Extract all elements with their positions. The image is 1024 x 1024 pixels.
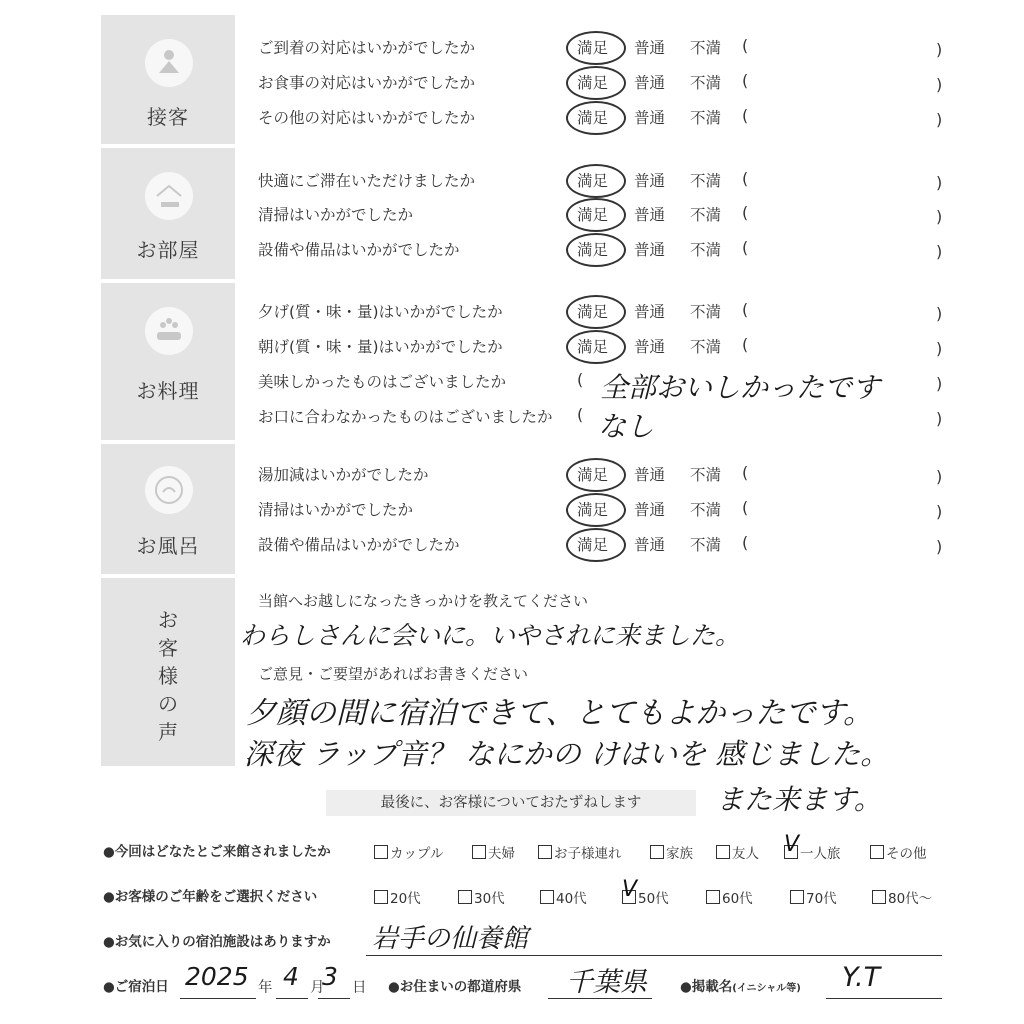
- rating-option-normal[interactable]: 普通: [634, 241, 666, 259]
- option-age_opts[interactable]: [540, 887, 587, 907]
- rating-option-good[interactable]: 満足: [577, 109, 609, 127]
- question-text: お口に合わなかったものはございましたか: [258, 408, 553, 426]
- paren-open: (: [742, 36, 749, 55]
- checkbox[interactable]: [540, 890, 554, 904]
- paren-open: (: [742, 300, 749, 319]
- option-companion_opts[interactable]: [870, 842, 927, 862]
- checkbox[interactable]: [374, 890, 388, 904]
- name-label-text: ●掲載名: [680, 979, 733, 995]
- name-underline: [826, 998, 942, 999]
- question-text: 清掃はいかがでしたか: [258, 206, 414, 224]
- option-age_opts[interactable]: [374, 887, 421, 907]
- checkbox[interactable]: [458, 890, 472, 904]
- option-companion_opts[interactable]: [650, 842, 693, 862]
- cuisine-tasty-answer: 全部おいしかったです: [600, 371, 881, 404]
- option-label: 20代: [390, 891, 421, 907]
- paren-open: (: [742, 498, 749, 517]
- option-label: 友人: [732, 846, 759, 862]
- rating-option-bad[interactable]: 不満: [690, 501, 722, 519]
- rating-option-good[interactable]: 満足: [577, 303, 609, 321]
- paren-close: ): [936, 242, 943, 261]
- category-block-voice: [101, 578, 235, 766]
- rating-option-bad[interactable]: 不満: [690, 172, 722, 190]
- option-label: お子様連れ: [554, 846, 622, 862]
- favorite-answer: 岩手の仙養館: [372, 924, 529, 954]
- stay-year-underline: [180, 998, 256, 999]
- category-label-room: お部屋: [136, 238, 200, 262]
- favorite-underline: [366, 955, 942, 956]
- voice-char: お: [158, 608, 178, 632]
- rating-option-good[interactable]: 満足: [577, 206, 609, 224]
- option-companion_opts[interactable]: [538, 842, 622, 862]
- option-age_opts[interactable]: [790, 887, 837, 907]
- paren-open: (: [577, 370, 584, 389]
- question-text: 朝げ(質・味・量)はいかがでしたか: [258, 338, 503, 356]
- check-mark: V: [784, 832, 800, 857]
- option-age_opts[interactable]: [872, 887, 932, 907]
- checkbox[interactable]: [872, 890, 886, 904]
- paren-open: (: [577, 405, 584, 424]
- prefecture-label: ●お住まいの都道府県: [388, 979, 522, 995]
- rating-option-normal[interactable]: 普通: [634, 303, 666, 321]
- month-unit: 月: [310, 980, 325, 996]
- stay-month: 4: [283, 962, 299, 991]
- rating-option-normal[interactable]: 普通: [634, 172, 666, 190]
- paren-open: (: [742, 335, 749, 354]
- question-text: 設備や備品はいかがでしたか: [258, 241, 460, 259]
- question-text: 設備や備品はいかがでしたか: [258, 536, 460, 554]
- rating-option-normal[interactable]: 普通: [634, 338, 666, 356]
- option-label: 80代〜: [888, 891, 933, 907]
- stay-month-underline: [276, 998, 308, 999]
- voice-label: [101, 606, 235, 746]
- opinion-line-1: 夕顔の間に宿泊できて、とてもよかったです。: [246, 696, 873, 731]
- option-label: 30代: [474, 891, 505, 907]
- question-text: 清掃はいかがでしたか: [258, 501, 414, 519]
- rating-option-bad[interactable]: 不満: [690, 206, 722, 224]
- year-unit: 年: [258, 980, 273, 996]
- paren-close: ): [936, 374, 943, 393]
- category-block-room: [101, 148, 235, 279]
- category-label-cuisine: お料理: [136, 379, 200, 403]
- checkbox[interactable]: [472, 845, 486, 859]
- stay-day-underline: [318, 998, 350, 999]
- age-question: ●お客様のご年齢をご選択ください: [103, 889, 318, 905]
- rating-option-normal[interactable]: 普通: [634, 466, 666, 484]
- option-companion_opts[interactable]: [784, 832, 841, 862]
- checkbox[interactable]: [374, 845, 388, 859]
- rating-option-normal[interactable]: 普通: [634, 74, 666, 92]
- checkbox[interactable]: [790, 890, 804, 904]
- option-label: 50代: [638, 891, 669, 907]
- option-companion_opts[interactable]: [472, 842, 515, 862]
- rating-option-bad[interactable]: 不満: [690, 466, 722, 484]
- paren-close: ): [936, 75, 943, 94]
- voice-char: 声: [158, 720, 178, 744]
- rating-option-normal[interactable]: 普通: [634, 206, 666, 224]
- paren-open: (: [742, 463, 749, 482]
- question-text: 夕げ(質・味・量)はいかがでしたか: [258, 303, 503, 321]
- checkbox[interactable]: [650, 845, 664, 859]
- paren-close: ): [936, 304, 943, 323]
- question-text: お食事の対応はいかがでしたか: [258, 74, 476, 92]
- option-label: 60代: [722, 891, 753, 907]
- paren-close: ): [936, 537, 943, 556]
- question-text: 快適にご滞在いただけましたか: [258, 172, 476, 190]
- opinion-line-3: また来ます。: [716, 783, 882, 816]
- name-answer: Y.T: [842, 962, 881, 993]
- companion-question: ●今回はどなたとご来館されましたか: [103, 844, 331, 860]
- check-mark: V: [622, 877, 638, 902]
- rating-option-good[interactable]: 満足: [577, 74, 609, 92]
- favorite-question: ●お気に入りの宿泊施設はありますか: [103, 934, 331, 950]
- rating-option-normal[interactable]: 普通: [634, 39, 666, 57]
- option-label: 40代: [556, 891, 587, 907]
- rating-option-bad[interactable]: 不満: [690, 39, 722, 57]
- voice-char: の: [158, 692, 178, 716]
- option-label: 一人旅: [800, 846, 841, 862]
- rating-option-bad[interactable]: 不満: [690, 536, 722, 554]
- category-label-reception: 接客: [147, 105, 189, 129]
- paren-close: ): [936, 207, 943, 226]
- house-icon: [145, 172, 193, 220]
- question-text: 湯加減はいかがでしたか: [258, 466, 429, 484]
- option-label: 70代: [806, 891, 837, 907]
- checkbox[interactable]: [716, 845, 730, 859]
- cuisine-not-tasty-answer: なし: [598, 410, 655, 443]
- hot-spring-icon: [145, 466, 193, 514]
- category-block-bath: [101, 444, 235, 574]
- opinion-prompt: ご意見・ご要望があればお書きください: [258, 665, 529, 683]
- dish-icon: [145, 307, 193, 355]
- opinion-line-2: 深夜 ラップ音？ なにかの けはいを 感じました。: [244, 737, 890, 771]
- about-banner: 最後に、お客様についておたずねします: [326, 790, 696, 816]
- option-label: 夫婦: [488, 846, 515, 862]
- option-age_opts[interactable]: [458, 887, 505, 907]
- rating-option-good[interactable]: 満足: [577, 338, 609, 356]
- checkbox[interactable]: [706, 890, 720, 904]
- rating-option-bad[interactable]: 不満: [690, 74, 722, 92]
- name-label: [680, 975, 801, 995]
- rating-option-good[interactable]: 満足: [577, 241, 609, 259]
- rating-option-normal[interactable]: 普通: [634, 501, 666, 519]
- option-label: カップル: [390, 846, 444, 862]
- option-companion_opts[interactable]: [716, 842, 759, 862]
- paren-open: (: [742, 203, 749, 222]
- name-hint: (イニシャル等): [732, 983, 801, 994]
- question-text: 美味しかったものはございましたか: [258, 373, 507, 391]
- option-companion_opts[interactable]: [374, 842, 443, 862]
- rating-option-good[interactable]: 満足: [577, 39, 609, 57]
- concierge-icon: [145, 39, 193, 87]
- option-age_opts[interactable]: [706, 887, 753, 907]
- paren-close: ): [936, 502, 943, 521]
- rating-option-bad[interactable]: 不満: [690, 109, 722, 127]
- category-label-bath: お風呂: [136, 534, 200, 558]
- paren-close: ): [936, 173, 943, 192]
- option-age_opts[interactable]: [622, 877, 669, 907]
- rating-option-bad[interactable]: 不満: [690, 241, 722, 259]
- rating-option-good[interactable]: 満足: [577, 501, 609, 519]
- voice-char: 様: [158, 664, 178, 688]
- question-text: その他の対応はいかがでしたか: [258, 109, 476, 127]
- paren-close: ): [936, 409, 943, 428]
- prefecture-answer: 千葉県: [566, 967, 647, 998]
- paren-open: (: [742, 238, 749, 257]
- rating-option-good[interactable]: 満足: [577, 536, 609, 554]
- rating-option-bad[interactable]: 不満: [690, 338, 722, 356]
- paren-close: ): [936, 110, 943, 129]
- paren-close: ): [936, 467, 943, 486]
- day-unit: 日: [352, 980, 367, 996]
- option-label: その他: [886, 846, 927, 862]
- category-block-cuisine: [101, 283, 235, 440]
- voice-char: 客: [158, 636, 178, 660]
- rating-option-normal[interactable]: 普通: [634, 109, 666, 127]
- paren-open: (: [742, 106, 749, 125]
- option-label: 家族: [666, 846, 693, 862]
- checkbox[interactable]: [538, 845, 552, 859]
- category-block-reception: [101, 15, 235, 144]
- paren-open: (: [742, 71, 749, 90]
- paren-close: ): [936, 40, 943, 59]
- reason-prompt: 当館へお越しになったきっかけを教えてください: [258, 592, 589, 610]
- stay-date-label: ●ご宿泊日: [103, 979, 169, 995]
- rating-option-good[interactable]: 満足: [577, 466, 609, 484]
- prefecture-underline: [548, 998, 652, 999]
- paren-open: (: [742, 169, 749, 188]
- stay-year: 2025: [185, 962, 249, 991]
- rating-option-normal[interactable]: 普通: [634, 536, 666, 554]
- rating-option-good[interactable]: 満足: [577, 172, 609, 190]
- checkbox[interactable]: [870, 845, 884, 859]
- paren-close: ): [936, 339, 943, 358]
- rating-option-bad[interactable]: 不満: [690, 303, 722, 321]
- paren-open: (: [742, 533, 749, 552]
- stay-day: 3: [322, 962, 338, 991]
- reason-answer: わらしさんに会いに。いやされに来ました。: [240, 621, 741, 650]
- question-text: ご到着の対応はいかがでしたか: [258, 39, 476, 57]
